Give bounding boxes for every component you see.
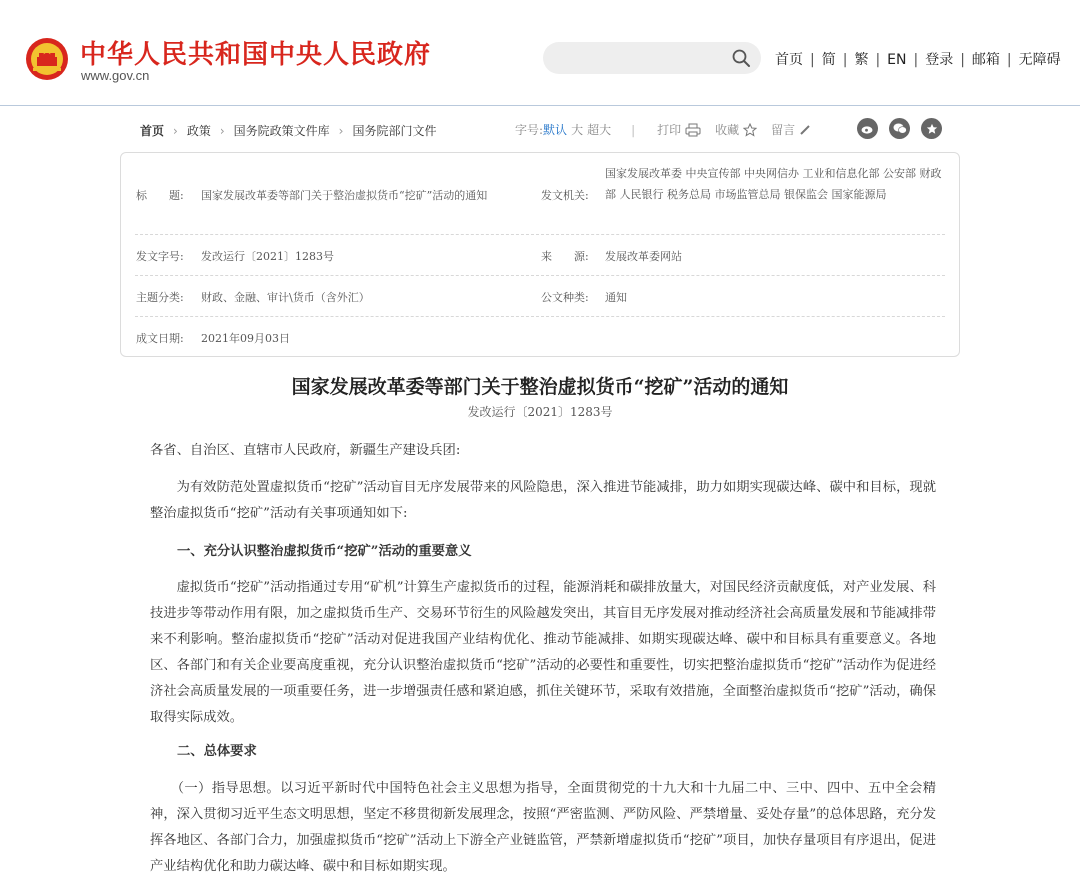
nav-home-link[interactable]: 首页 [775, 52, 803, 68]
nav-traditional-link[interactable]: 繁 [854, 52, 869, 68]
meta-issuer-value: 国家发展改革委 中央宣传部 中央网信办 工业和信息化部 公安部 财政部 人民银行 税务总局 市场监管总局 银保监会 国家能源局 [605, 167, 942, 201]
font-size-default[interactable]: 默认 [543, 123, 568, 137]
breadcrumb-dept-docs[interactable]: 国务院部门文件 [352, 124, 437, 138]
printer-icon [685, 123, 701, 137]
nav-simplified-link[interactable]: 简 [821, 52, 836, 68]
meta-divider [135, 316, 945, 317]
meta-doc-no-label: 发文字号: [136, 250, 184, 263]
meta-topic-label: 主题分类: [136, 291, 184, 304]
section-heading-1: 一、充分认识整治虚拟货币“挖矿”活动的重要意义 [177, 544, 472, 559]
favorite-button[interactable] [715, 121, 757, 138]
nav-accessibility-link[interactable]: 无障碍 [1018, 52, 1061, 68]
pencil-icon [799, 124, 811, 136]
section-1-paragraph: 虚拟货币“挖矿”活动指通过专用“矿机”计算生产虚拟货币的过程，能源消耗和碳排放量大，对国民经济贡献度低，对产业发展、科技进步等带动作用有限，加之虚拟货币生产、交易环节衍生的风险越发突出，其盲目无序发展对推动经济社会高质量发展和节能减排带来不利影响。整治虚拟货币“挖矿”活动对促进我国产业结构优化、推动节能减排、如期实现碳达峰、碳中和目标具有重要意义。各地区、各部门和有关企业要高度重视，充分认识整治虚拟货币“挖矿”活动的必要性和重要性，切实把整治虚拟货币“挖矿”活动作为促进经济社会高质量发展的一项重要任务，进一步增强责任感和紧迫感，抓住关键环节，采取有效措施，全面整治虚拟货币“挖矿”活动，确保取得实际成效。 [150, 580, 937, 725]
star-icon [743, 123, 757, 137]
meta-type-value: 通知 [605, 291, 627, 304]
comment-label: 留言 [771, 123, 796, 137]
font-size-label: 字号: [515, 123, 544, 137]
comment-button[interactable] [771, 121, 811, 138]
breadcrumb-home[interactable]: 首页 [140, 124, 165, 138]
meta-date-value: 2021年09月03日 [201, 332, 290, 345]
search-input[interactable] [543, 42, 761, 74]
favorite-share-icon[interactable] [921, 118, 942, 139]
search-icon[interactable] [731, 48, 751, 68]
meta-divider [135, 275, 945, 276]
site-header [0, 0, 1080, 106]
meta-source-label: 来 源: [541, 250, 589, 263]
meta-source-value: 发展改革委网站 [605, 250, 682, 263]
breadcrumb-policy[interactable]: 政策 [186, 124, 211, 138]
national-emblem-icon[interactable] [25, 37, 69, 81]
font-size-xlarge[interactable]: 超大 [587, 123, 612, 137]
site-title[interactable]: 中华人民共和国中央人民政府 [80, 40, 432, 70]
wechat-share-icon[interactable] [889, 118, 910, 139]
weibo-share-icon[interactable] [857, 118, 878, 139]
document-metadata-table [120, 152, 960, 357]
font-size-large[interactable]: 大 [571, 123, 584, 137]
document-intro-paragraph: 为有效防范处置虚拟货币“挖矿”活动盲目无序发展带来的风险隐患，深入推进节能减排，助力如期实现碳达峰、碳中和目标，现就整治虚拟货币“挖矿”活动有关事项通知如下: [150, 480, 936, 521]
meta-doc-no-value: 发改运行〔2021〕1283号 [201, 250, 334, 263]
favorite-label: 收藏 [715, 123, 740, 137]
meta-issuer-label: 发文机关: [541, 189, 589, 202]
meta-divider [135, 234, 945, 235]
nav-english-link[interactable]: EN [887, 52, 907, 68]
nav-mail-link[interactable]: 邮箱 [971, 52, 1000, 68]
meta-type-label: 公文种类: [541, 291, 589, 304]
meta-date-label: 成文日期: [136, 332, 184, 345]
document-salutation: 各省、自治区、直辖市人民政府，新疆生产建设兵团: [150, 443, 461, 458]
print-label: 打印 [657, 123, 682, 137]
article-toolbar: 字号: 默认 大 超大 | 打印 收藏 留言 [515, 121, 825, 138]
meta-title-label: 标 题: [136, 189, 184, 202]
site-domain: www.gov.cn [81, 68, 150, 83]
print-button[interactable] [657, 121, 701, 138]
nav-login-link[interactable]: 登录 [925, 52, 954, 68]
breadcrumb: 首页 › 政策 › 国务院政策文件库 › 国务院部门文件 [140, 124, 437, 138]
meta-topic-value: 财政、金融、审计\货币（含外汇） [201, 291, 370, 304]
section-heading-2: 二、总体要求 [177, 744, 257, 759]
meta-title-value: 国家发展改革委等部门关于整治虚拟货币“挖矿”活动的通知 [201, 189, 488, 202]
top-nav-links: 首页 | 简 | 繁 | EN | 登录 | 邮箱 | 无障碍 [775, 52, 1061, 68]
section-2-paragraph: （一）指导思想。以习近平新时代中国特色社会主义思想为指导，全面贯彻党的十九大和十九届二中、三中、四中、五中全会精神，深入贯彻习近平生态文明思想，坚定不移贯彻新发展理念，按照“严密监测、严防风险、严禁增量、妥处存量”的总体思路，充分发挥各地区、各部门合力，加强虚拟货币“挖矿”活动上下游全产业链监管，严禁新增虚拟货币“挖矿”项目，加快存量项目有序退出，促进产业结构优化和助力碳达峰、碳中和目标如期实现。 [150, 781, 937, 874]
breadcrumb-policy-library[interactable]: 国务院政策文件库 [233, 124, 330, 138]
document-number: 发改运行〔2021〕1283号 [467, 405, 613, 419]
document-title: 国家发展改革委等部门关于整治虚拟货币“挖矿”活动的通知 [291, 376, 789, 398]
